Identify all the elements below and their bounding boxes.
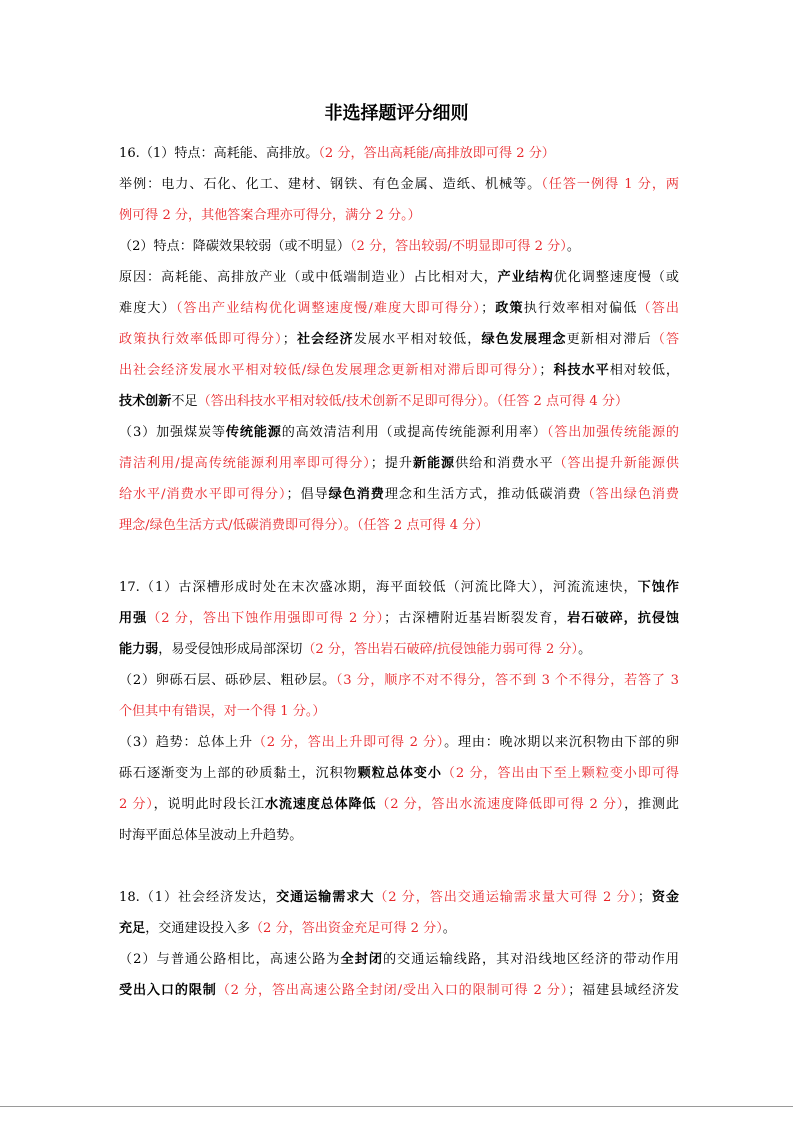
key-term: 政策 bbox=[494, 301, 524, 316]
scoring-note: （2 分，答出高速公路全封闭/受出入口的限制可得 2 分） bbox=[216, 983, 569, 998]
scoring-note: 理念/绿色生活方式/低碳消费即可得分）。（任答 2 点可得 4 分） bbox=[119, 518, 489, 533]
answer-text: 。 bbox=[442, 921, 456, 936]
scoring-note: 例可得 2 分，其他答案合理亦可得分，满分 2 分。） bbox=[119, 208, 421, 223]
scoring-note: 2 分） bbox=[119, 797, 154, 812]
scoring-note: （答 bbox=[651, 332, 680, 347]
text-line bbox=[119, 330, 679, 350]
text-line bbox=[119, 175, 679, 195]
answer-text: 的交通运输线路，其对沿线地区经济的带动作用 bbox=[383, 952, 679, 967]
answer-text: ，易受侵蚀形成局部深切 bbox=[158, 642, 303, 657]
answer-text: ，推测此 bbox=[624, 797, 679, 812]
text-line bbox=[119, 144, 679, 164]
key-term: 水流速度总体降低 bbox=[264, 797, 377, 812]
scoring-note: 政策执行效率低即可得分） bbox=[119, 332, 283, 347]
key-term: 绿色发展理念 bbox=[481, 332, 567, 347]
key-term: 交通运输需求大 bbox=[276, 890, 375, 905]
scoring-note: （答出产业结构优化调整速度慢/难度大即可得分） bbox=[175, 301, 482, 316]
page-title: 非选择题评分细则 bbox=[324, 103, 469, 124]
text-line bbox=[119, 950, 679, 970]
scoring-note: （2 分，答出高耗能/高排放即可得 2 分） bbox=[318, 146, 555, 161]
text-line bbox=[119, 423, 679, 443]
answer-text: 难度大） bbox=[119, 301, 176, 316]
answer-text: ； bbox=[481, 301, 495, 316]
scoring-note: （答出加强传统能源的 bbox=[546, 425, 680, 440]
text-line bbox=[119, 361, 679, 381]
key-term: 岩石破碎，抗侵蚀 bbox=[567, 611, 680, 626]
text-line bbox=[119, 578, 679, 598]
text-line bbox=[119, 206, 679, 226]
scoring-note: （2 分，答出交通运输需求量大可得 2 分） bbox=[374, 890, 638, 905]
answer-text: 砾石逐渐变为上部的砂质黏土，沉积物 bbox=[119, 766, 358, 781]
answer-text: （3）加强煤炭等 bbox=[119, 425, 226, 440]
answer-text: 原因：高耗能、高排放产业（或中低端制造业）占比相对大， bbox=[119, 270, 498, 285]
answer-text: （2）卵砾石层、砾砂层、粗砂层。 bbox=[119, 673, 336, 688]
answer-text: 执行效率相对偏低 bbox=[523, 301, 638, 316]
answer-text: ； bbox=[282, 332, 296, 347]
answer-text: 供给和消费水平 bbox=[455, 456, 554, 471]
scoring-note: （答出绿色消费 bbox=[581, 487, 680, 502]
scoring-note: （答出科技水平相对较低/技术创新不足即可得分）。（任答 2 点可得 4 分） bbox=[197, 394, 629, 409]
answer-text: ；古深槽附近基岩断裂发育， bbox=[384, 611, 568, 626]
text-line bbox=[119, 485, 679, 505]
text-line bbox=[119, 671, 679, 691]
scoring-note: （2 分，答出较弱/不明显即可得 2 分） bbox=[349, 239, 567, 254]
key-term: 用强 bbox=[119, 611, 148, 626]
answer-text: 17.（1）古深槽形成时处在末次盛冰期，海平面较低（河流比降大），河流流速快， bbox=[119, 580, 638, 595]
text-line bbox=[119, 981, 679, 1001]
answer-text: （2）特点：降碳效果较弱（或不明显） bbox=[119, 239, 350, 254]
text-line bbox=[119, 826, 679, 846]
scoring-note: （2 分，答出由下至上颗粒变小即可得 bbox=[441, 766, 679, 781]
answer-text: 。理由：晚冰期以来沉积物由下部的卵 bbox=[444, 735, 679, 750]
answer-text: 优化调整速度慢（或 bbox=[553, 270, 680, 285]
text-line bbox=[119, 516, 679, 536]
answer-text: ，交通建设投入多 bbox=[145, 921, 250, 936]
answer-text: ； bbox=[539, 363, 553, 378]
scoring-note: （3 分，顺序不对不得分，答不到 3 个不得分，若答了 3 bbox=[335, 673, 679, 688]
text-line bbox=[119, 702, 679, 722]
key-term: 下蚀作 bbox=[637, 580, 679, 595]
scoring-note: （2 分，答出上升即可得 2 分） bbox=[252, 735, 445, 750]
answer-text: 。 bbox=[566, 239, 580, 254]
scoring-note: （2 分，答出下蚀作用强即可得 2 分） bbox=[147, 611, 385, 626]
answer-text: 不足 bbox=[171, 394, 198, 409]
text-line bbox=[119, 392, 679, 412]
text-line bbox=[119, 795, 679, 815]
answer-text: ，说明此时段长江 bbox=[153, 797, 265, 812]
answer-text: 16.（1）特点：高耗能、高排放。 bbox=[119, 146, 319, 161]
key-term: 新能源 bbox=[412, 456, 456, 471]
scoring-note: 个但其中有错误，对一个得 1 分。） bbox=[119, 704, 326, 719]
key-term: 能力弱 bbox=[119, 642, 159, 657]
text-line bbox=[119, 299, 679, 319]
text-line bbox=[119, 888, 679, 908]
scoring-note: （任答一例得 1 分，两 bbox=[541, 177, 680, 192]
text-line bbox=[119, 268, 679, 288]
text-line bbox=[119, 733, 679, 753]
key-term: 绿色消费 bbox=[328, 487, 385, 502]
answer-text: 发展水平相对较低， bbox=[353, 332, 482, 347]
scoring-note: （2 分，答出水流速度降低即可得 2 分） bbox=[376, 797, 625, 812]
answer-text: ；提升 bbox=[370, 456, 413, 471]
answer-text: 举例：电力、石化、化工、建材、钢铁、有色金属、造纸、机械等。 bbox=[119, 177, 542, 192]
text-line bbox=[119, 764, 679, 784]
text-line bbox=[119, 919, 679, 939]
scoring-note: 给水平/消费水平即可得分） bbox=[119, 487, 287, 502]
page-bottom-rule bbox=[0, 1106, 793, 1107]
answer-text: 的高效清洁利用（或提高传统能源利用率） bbox=[281, 425, 547, 440]
key-term: 技术创新 bbox=[119, 394, 172, 409]
key-term: 科技水平 bbox=[552, 363, 610, 378]
answer-text: 。 bbox=[578, 642, 592, 657]
text-line bbox=[119, 454, 679, 474]
key-term: 受出入口的限制 bbox=[119, 983, 217, 998]
text-line bbox=[119, 609, 679, 629]
key-term: 全封闭 bbox=[340, 952, 383, 967]
answer-text: （3）趋势：总体上升 bbox=[119, 735, 253, 750]
key-term: 充足 bbox=[119, 921, 146, 936]
scoring-note: 清洁利用/提高传统能源利用率即可得分） bbox=[119, 456, 371, 471]
text-line bbox=[119, 640, 679, 660]
key-term: 颗粒总体变小 bbox=[357, 766, 442, 781]
key-term: 产业结构 bbox=[497, 270, 554, 285]
scoring-note: （2 分，答出资金充足可得 2 分） bbox=[249, 921, 443, 936]
text-line bbox=[119, 237, 679, 257]
scoring-note: 出社会经济发展水平相对较低/绿色发展理念更新相对滞后即可得分） bbox=[119, 363, 540, 378]
answer-text: ； bbox=[637, 890, 651, 905]
key-term: 资金 bbox=[650, 890, 679, 905]
key-term: 传统能源 bbox=[225, 425, 282, 440]
answer-text: 更新相对滞后 bbox=[566, 332, 652, 347]
answer-text: 理念和生活方式，推动低碳消费 bbox=[384, 487, 582, 502]
answer-text: （2）与普通公路相比，高速公路为 bbox=[119, 952, 341, 967]
answer-text: ；福建县域经济发 bbox=[568, 983, 680, 998]
scoring-note: （2 分，答出岩石破碎/抗侵蚀能力弱可得 2 分） bbox=[302, 642, 579, 657]
answer-text: 18.（1）社会经济发达， bbox=[119, 890, 277, 905]
key-term: 社会经济 bbox=[295, 332, 354, 347]
answer-text: 时海平面总体呈波动上升趋势。 bbox=[119, 828, 303, 843]
answer-text: 相对较低， bbox=[609, 363, 679, 378]
scoring-note: （答出 bbox=[637, 301, 680, 316]
scoring-note: （答出提升新能源供 bbox=[553, 456, 680, 471]
answer-text: ；倡导 bbox=[286, 487, 329, 502]
